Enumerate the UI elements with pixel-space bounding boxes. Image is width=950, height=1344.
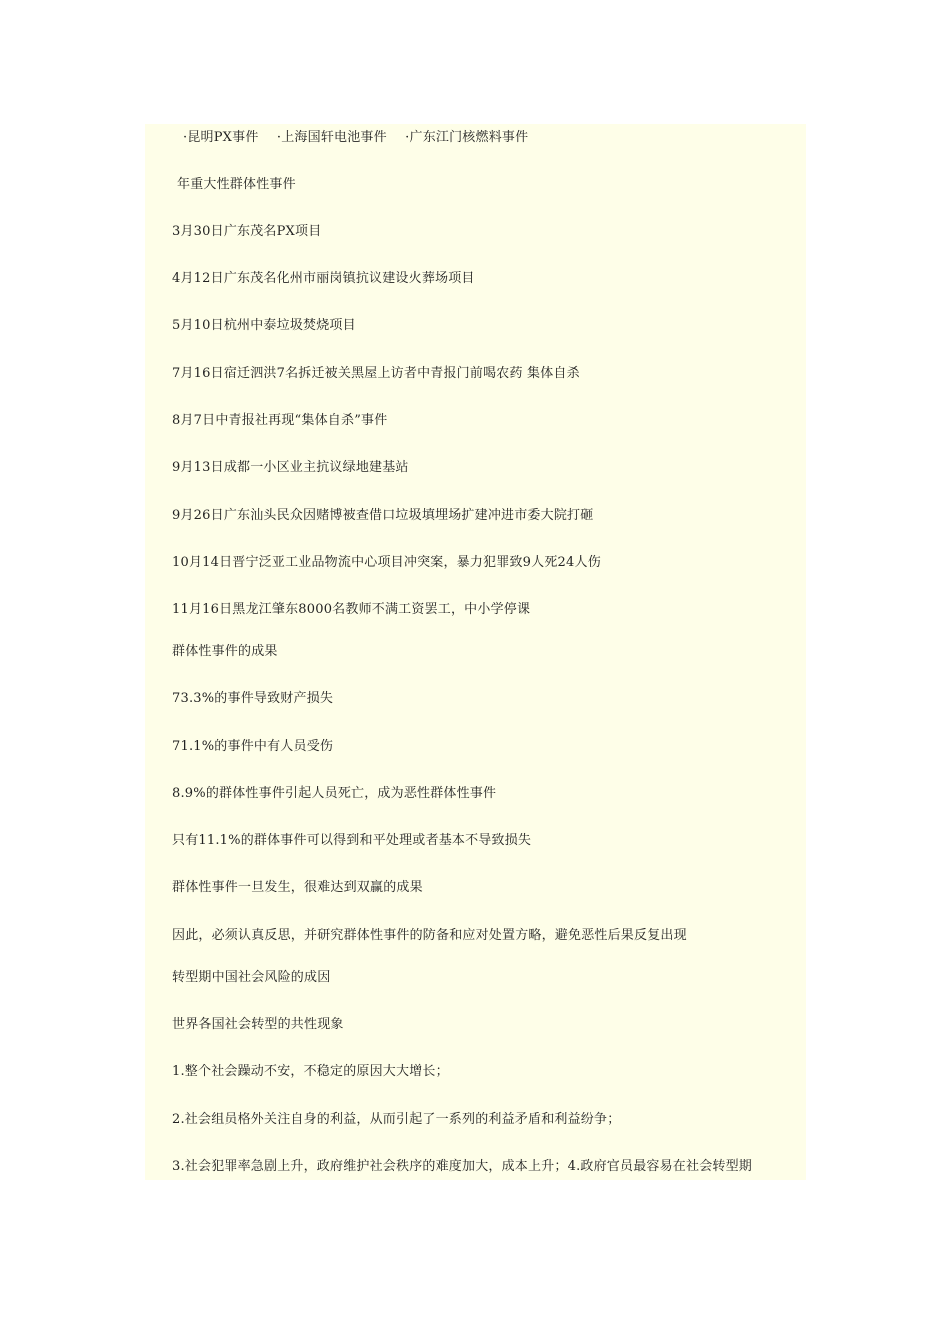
- result-item: 因此，必须认真反思，并研究群体性事件的防备和应对处置方略，避免恶性后果反复出现: [172, 928, 687, 943]
- heading-common-phenomena: 世界各国社会转型的共性现象: [172, 1017, 344, 1032]
- event-item: 11月16日黑龙江肇东8000名教师不满工资罢工，中小学停课: [172, 602, 531, 617]
- event-item: 9月26日广东汕头民众因赌博被查借口垃圾填埋场扩建冲进市委大院打砸: [172, 508, 594, 523]
- heading-results: 群体性事件的成果: [172, 644, 278, 659]
- heading-major-events: 年重大性群体性事件: [177, 177, 296, 192]
- bullet-links: [183, 129, 542, 147]
- common-item: 3.社会犯罪率急剧上升，政府维护社会秩序的难度加大，成本上升；4.政府官员最容易在社会转型期: [172, 1159, 753, 1174]
- result-item: 只有11.1%的群体事件可以得到和平处理或者基本不导致损失: [172, 833, 532, 848]
- bullet-jiangmen-nuclear[interactable]: ·广东江门核燃料事件: [405, 130, 529, 145]
- event-item: 4月12日广东茂名化州市丽岗镇抗议建设火葬场项目: [172, 271, 475, 286]
- event-item: 9月13日成都一小区业主抗议绿地建基站: [172, 460, 409, 475]
- common-item: 1.整个社会躁动不安，不稳定的原因大大增长；: [172, 1064, 449, 1079]
- event-item: 7月16日宿迁泗洪7名拆迁被关黑屋上访者中青报门前喝农药 集体自杀: [172, 366, 580, 381]
- event-item: 10月14日晋宁泛亚工业品物流中心项目冲突案，暴力犯罪致9人死24人伤: [172, 555, 601, 570]
- event-item: 8月7日中青报社再现“集体自杀”事件: [172, 413, 388, 428]
- content-panel: [145, 124, 806, 1180]
- bullet-shanghai-guoxuan[interactable]: ·上海国轩电池事件: [276, 130, 387, 145]
- result-item: 71.1%的事件中有人员受伤: [172, 739, 334, 754]
- event-item: 5月10日杭州中泰垃圾焚烧项目: [172, 318, 356, 333]
- bullet-kunming-px[interactable]: ·昆明PX事件: [183, 130, 259, 145]
- result-item: 73.3%的事件导致财产损失: [172, 691, 334, 706]
- event-item: 3月30日广东茂名PX项目: [172, 224, 322, 239]
- result-item: 群体性事件一旦发生，很难达到双赢的成果: [172, 880, 423, 895]
- heading-causes: 转型期中国社会风险的成因: [172, 970, 331, 985]
- common-item: 2.社会组员格外关注自身的利益，从而引起了一系列的利益矛盾和利益纷争；: [172, 1112, 621, 1127]
- result-item: 8.9%的群体性事件引起人员死亡，成为恶性群体性事件: [172, 786, 497, 801]
